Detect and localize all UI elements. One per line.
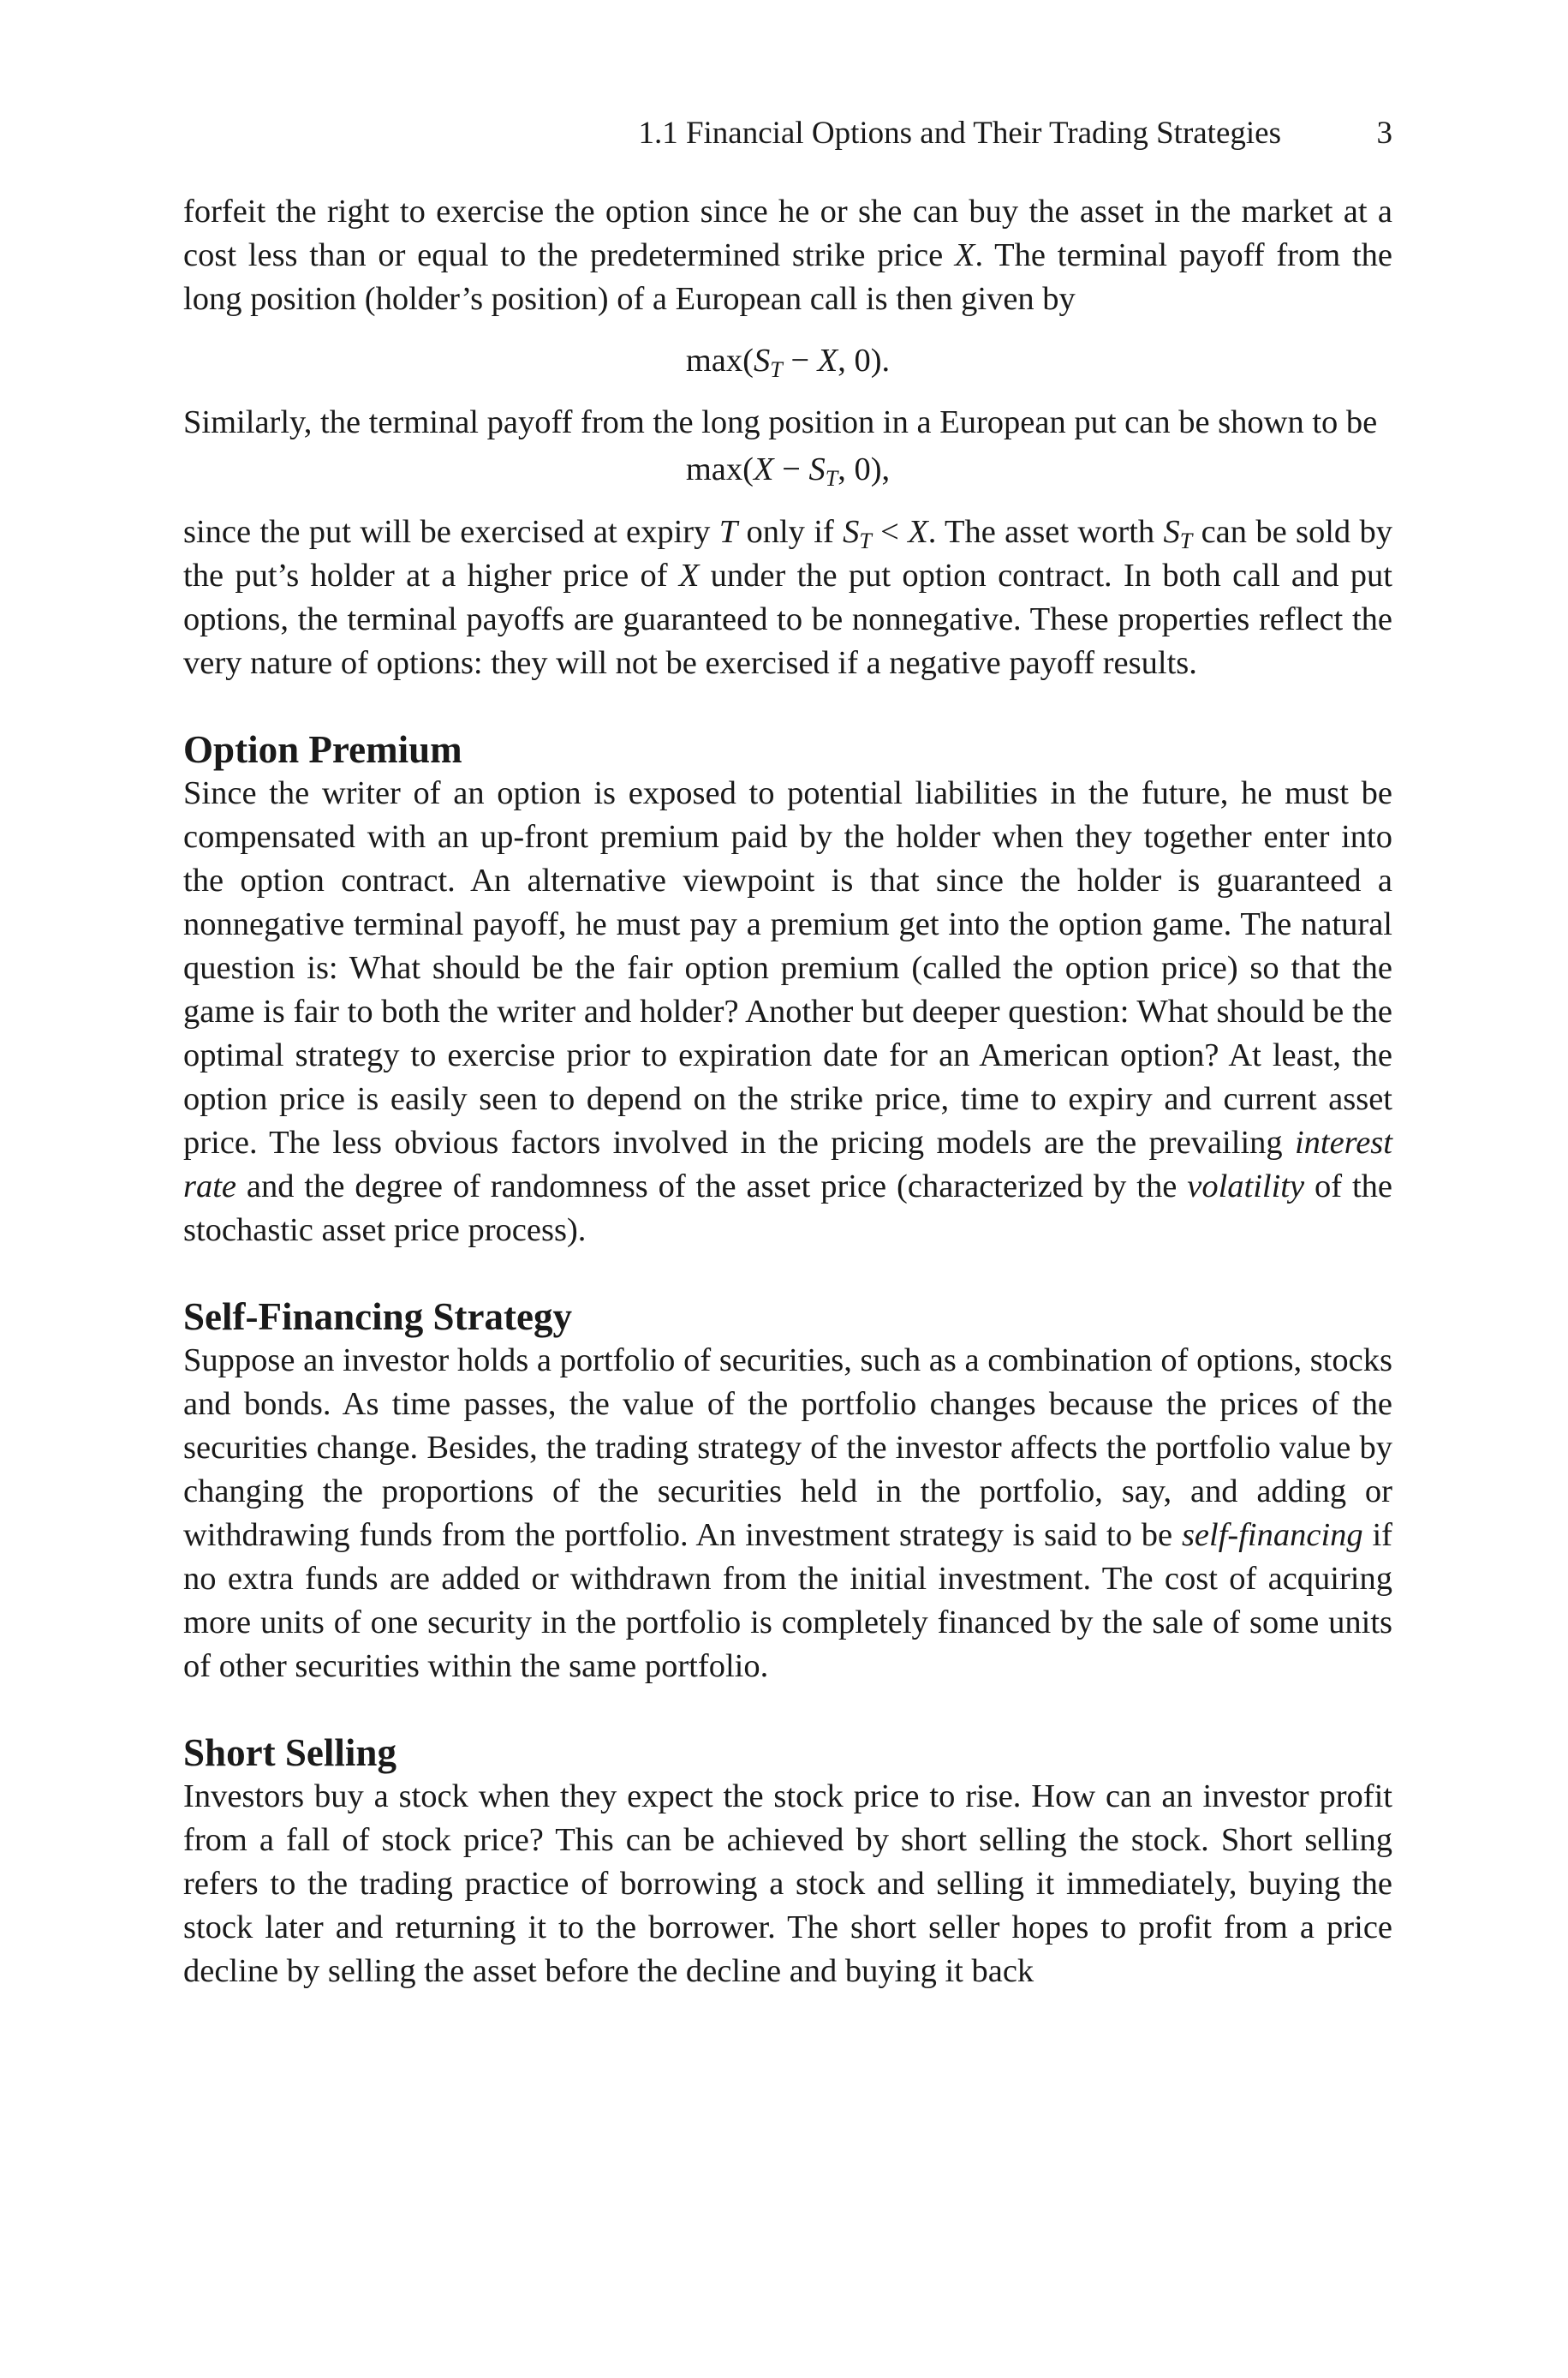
paragraph-option-premium: Since the writer of an option is exposed to potential liabilities in the future, he must be compensated with an up-front premium paid by the holder when they together enter into the option contract. An alternative viewpoint is that since the holder is guaranteed a nonnegative terminal payoff, he must pay a premium get into the option game. The natural question is: What should be the fair option premium (called the option price) so that the game is fair to both the writer and holder? Another but deeper question: What should be the optimal strategy to exercise prior to expiration date for an American option? At least, the option price is easily seen to depend on the strike price, time to expiry and current asset price. The less obvious factors involved in the pricing models are the prevailing interest rate and the degree of randomness of the asset price (characterized by the volatility of the stochastic asset price process).	[183, 775, 1392, 1248]
math-x: X	[954, 237, 975, 273]
section-heading-option-premium: Option Premium	[183, 728, 462, 771]
paragraph-put-intro: Similarly, the terminal payoff from the long position in a European put can be shown to be	[183, 404, 1378, 440]
equation-call-payoff: $\max(S_T - X$, 0).	[685, 343, 891, 382]
body-text	[183, 190, 1392, 1993]
equation-put-payoff: $\max(X - S_T$, 0),	[685, 451, 891, 491]
section-heading-self-financing: Self-Financing Strategy	[183, 1295, 573, 1338]
running-head-title: 1.1 Financial Options and Their Trading Strategies	[638, 116, 1281, 151]
paragraph-self-financing: Suppose an investor holds a portfolio of securities, such as a combination of options, stocks and bonds. As time passes, the value of the portfolio changes because the prices of the securities change. Besides, the trading strategy of the investor affects the portfolio value by changing the proportions of the securities held in the portfolio, say, and adding or withdrawing funds from the portfolio. An investment strategy is said to be self-financing if no extra funds are added or withdrawn from the initial investment. The cost of acquiring more units of one security in the portfolio is completely financed by the sale of some units of other securities within the same portfolio.	[183, 1342, 1392, 1684]
paragraph-put-exercise: since the put will be exercised at expiry T only if $S_T < X$. The asset worth $S_T$ can be sold by the put’s holder at a higher price of X under the put option contract. In both call and put options, the terminal payoffs are guaranteed to be nonnegative. These properties reflect the very nature of options: they will not be exercised if a negative payoff results.	[183, 514, 1393, 681]
paragraph-call-payoff: forfeit the right to exercise the option since he or she can buy the asset in the market at a cost less than or equal to the predetermined strike price X. The terminal payoff from the long position (holder’s position) of a European call is then given by	[183, 194, 1392, 317]
page-number: 3	[1376, 116, 1392, 151]
section-heading-short-selling: Short Selling	[183, 1731, 396, 1774]
paragraph-short-selling: Investors buy a stock when they expect the stock price to rise. How can an investor profit from a fall of stock price? This can be achieved by short selling the stock. Short selling refers to the trading practice of borrowing a stock and selling it immediately, buying the stock later and returning it to the borrower. The short seller hopes to profit from a price decline by selling the asset before the decline and buying it back	[183, 1778, 1392, 1989]
